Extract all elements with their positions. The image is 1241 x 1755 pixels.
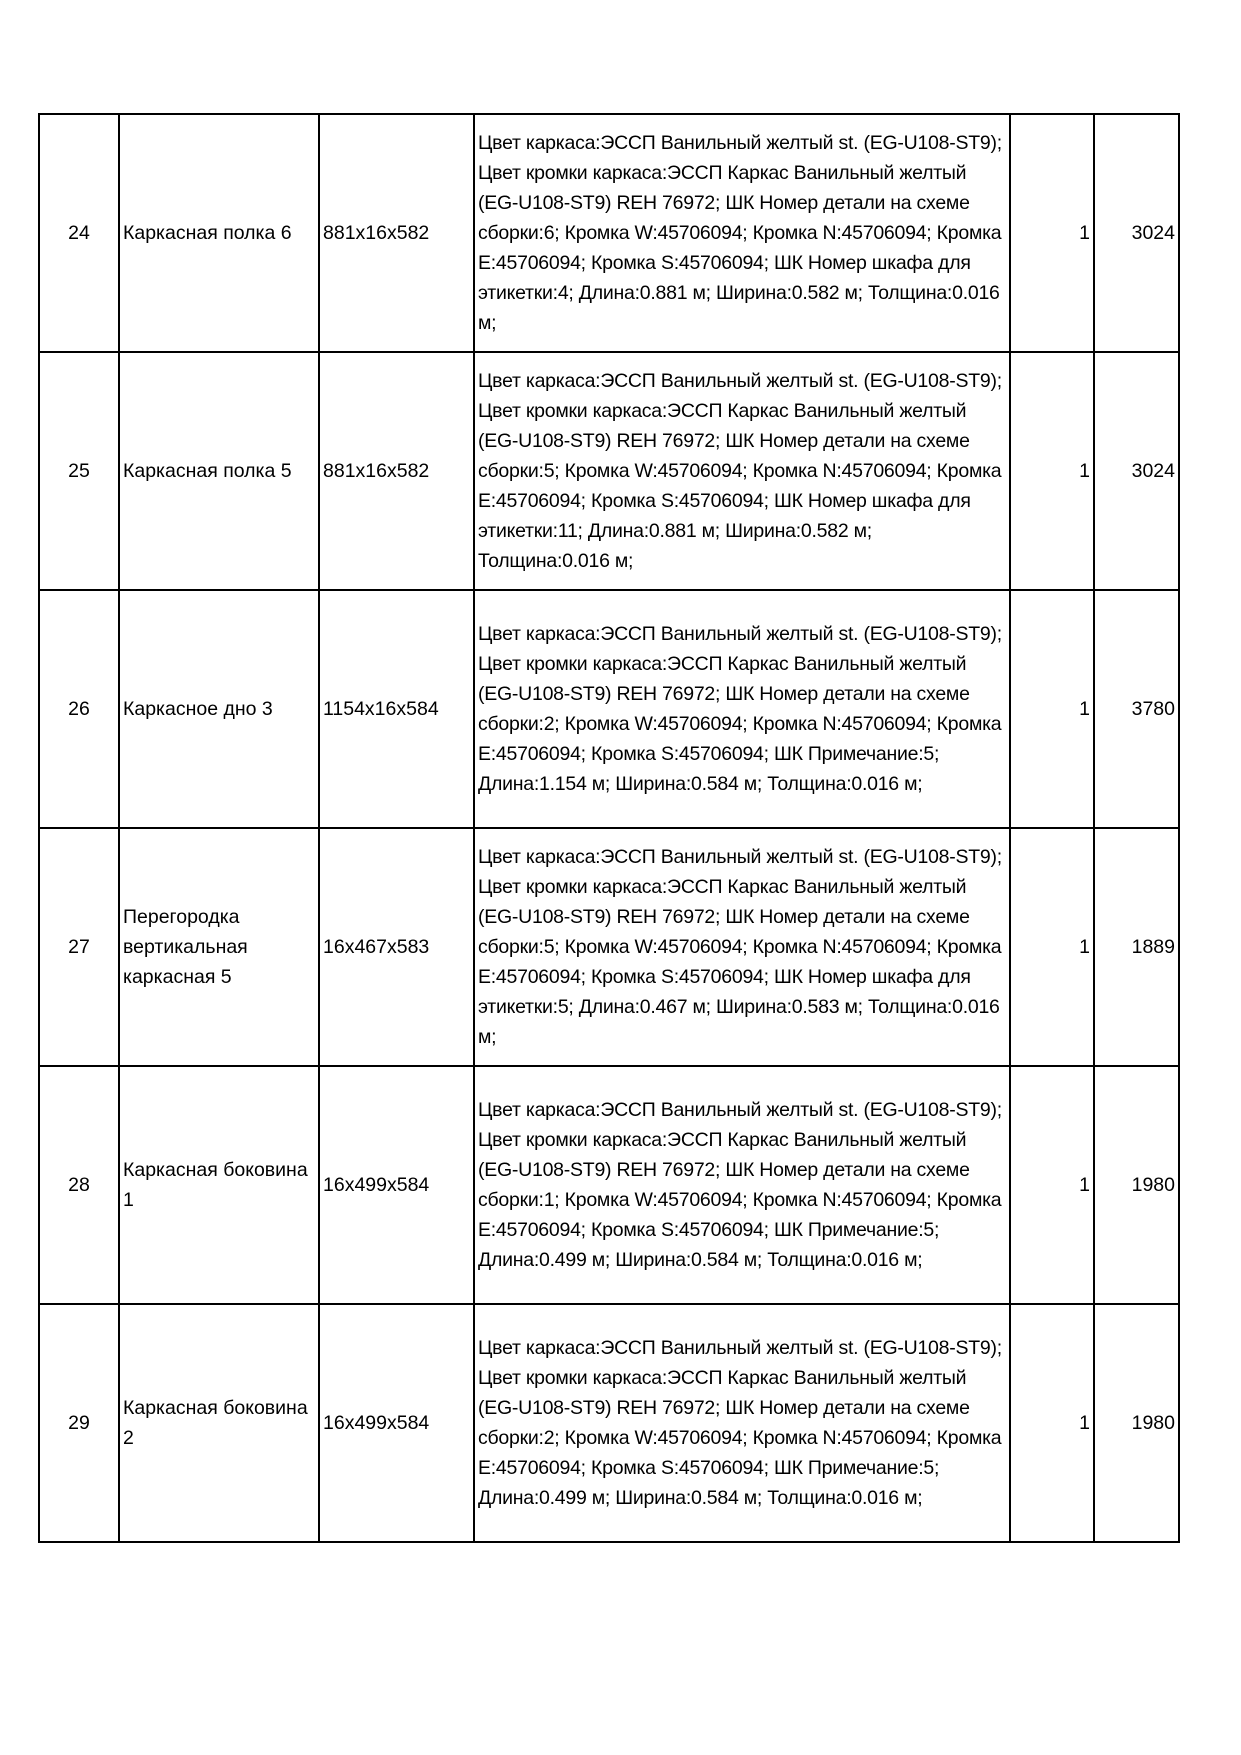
row-number: 29	[39, 1304, 119, 1542]
part-size: 881x16x582	[319, 114, 474, 352]
part-size: 1154x16x584	[319, 590, 474, 828]
part-description: Цвет каркаса:ЭССП Ванильный желтый st. (EG-U108-ST9); Цвет кромки каркаса:ЭССП Каркас Ванильный желтый (EG-U108-ST9) REH 76972; ШК Номер детали на схеме сборки:2; Кромка W:45706094; Кромка N:45706094; Кромка E:45706094; Кромка S:45706094; ШК Примечание:5; Длина:1.154 м; Ширина:0.584 м; Толщина:0.016 м;	[474, 590, 1010, 828]
part-name: Каркасное дно 3	[119, 590, 319, 828]
part-quantity: 1	[1010, 1304, 1094, 1542]
row-number: 25	[39, 352, 119, 590]
part-total: 1889	[1094, 828, 1179, 1066]
part-quantity: 1	[1010, 352, 1094, 590]
part-size: 16x499x584	[319, 1066, 474, 1304]
table-row	[39, 590, 1179, 828]
part-total: 1980	[1094, 1066, 1179, 1304]
part-quantity: 1	[1010, 1066, 1094, 1304]
table-row	[39, 1304, 1179, 1542]
part-name: Каркасная боковина 1	[119, 1066, 319, 1304]
parts-specification-table	[38, 113, 1180, 1543]
part-name: Каркасная боковина 2	[119, 1304, 319, 1542]
part-quantity: 1	[1010, 828, 1094, 1066]
part-total: 3024	[1094, 352, 1179, 590]
part-description: Цвет каркаса:ЭССП Ванильный желтый st. (EG-U108-ST9); Цвет кромки каркаса:ЭССП Каркас Ванильный желтый (EG-U108-ST9) REH 76972; ШК Номер детали на схеме сборки:1; Кромка W:45706094; Кромка N:45706094; Кромка E:45706094; Кромка S:45706094; ШК Примечание:5; Длина:0.499 м; Ширина:0.584 м; Толщина:0.016 м;	[474, 1066, 1010, 1304]
part-size: 16x467x583	[319, 828, 474, 1066]
part-description: Цвет каркаса:ЭССП Ванильный желтый st. (EG-U108-ST9); Цвет кромки каркаса:ЭССП Каркас Ванильный желтый (EG-U108-ST9) REH 76972; ШК Номер детали на схеме сборки:5; Кромка W:45706094; Кромка N:45706094; Кромка E:45706094; Кромка S:45706094; ШК Номер шкафа для этикетки:5; Длина:0.467 м; Ширина:0.583 м; Толщина:0.016 м;	[474, 828, 1010, 1066]
row-number: 24	[39, 114, 119, 352]
part-total: 3024	[1094, 114, 1179, 352]
table-row	[39, 828, 1179, 1066]
part-total: 1980	[1094, 1304, 1179, 1542]
part-name: Каркасная полка 6	[119, 114, 319, 352]
part-name: Каркасная полка 5	[119, 352, 319, 590]
part-size: 16x499x584	[319, 1304, 474, 1542]
part-name: Перегородка вертикальная каркасная 5	[119, 828, 319, 1066]
part-total: 3780	[1094, 590, 1179, 828]
part-size: 881x16x582	[319, 352, 474, 590]
row-number: 26	[39, 590, 119, 828]
part-quantity: 1	[1010, 590, 1094, 828]
part-quantity: 1	[1010, 114, 1094, 352]
table-row	[39, 114, 1179, 352]
table-row	[39, 352, 1179, 590]
part-description: Цвет каркаса:ЭССП Ванильный желтый st. (EG-U108-ST9); Цвет кромки каркаса:ЭССП Каркас Ванильный желтый (EG-U108-ST9) REH 76972; ШК Номер детали на схеме сборки:5; Кромка W:45706094; Кромка N:45706094; Кромка E:45706094; Кромка S:45706094; ШК Номер шкафа для этикетки:11; Длина:0.881 м; Ширина:0.582 м; Толщина:0.016 м;	[474, 352, 1010, 590]
part-description: Цвет каркаса:ЭССП Ванильный желтый st. (EG-U108-ST9); Цвет кромки каркаса:ЭССП Каркас Ванильный желтый (EG-U108-ST9) REH 76972; ШК Номер детали на схеме сборки:2; Кромка W:45706094; Кромка N:45706094; Кромка E:45706094; Кромка S:45706094; ШК Примечание:5; Длина:0.499 м; Ширина:0.584 м; Толщина:0.016 м;	[474, 1304, 1010, 1542]
row-number: 28	[39, 1066, 119, 1304]
part-description: Цвет каркаса:ЭССП Ванильный желтый st. (EG-U108-ST9); Цвет кромки каркаса:ЭССП Каркас Ванильный желтый (EG-U108-ST9) REH 76972; ШК Номер детали на схеме сборки:6; Кромка W:45706094; Кромка N:45706094; Кромка E:45706094; Кромка S:45706094; ШК Номер шкафа для этикетки:4; Длина:0.881 м; Ширина:0.582 м; Толщина:0.016 м;	[474, 114, 1010, 352]
table-row	[39, 1066, 1179, 1304]
row-number: 27	[39, 828, 119, 1066]
